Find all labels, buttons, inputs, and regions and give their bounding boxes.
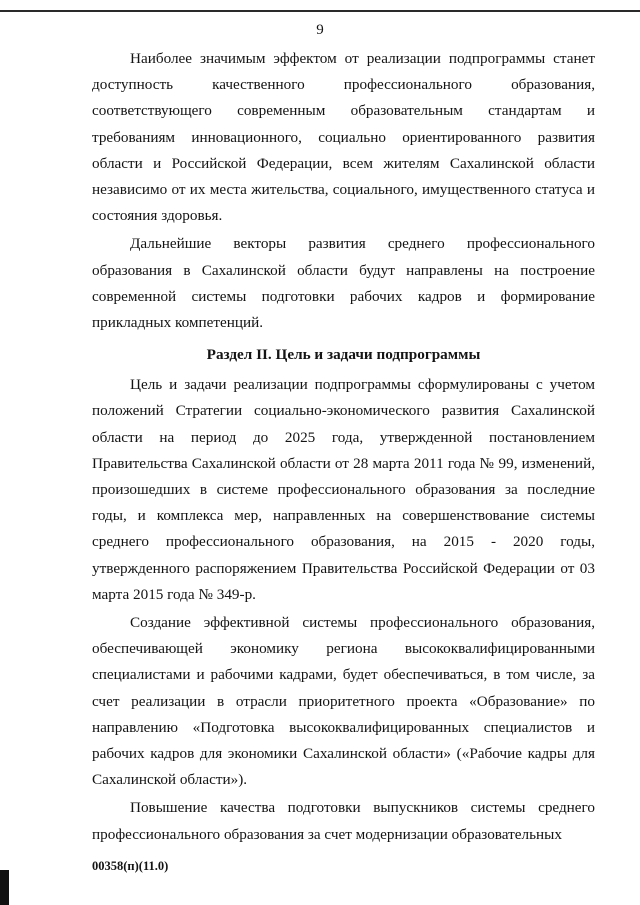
paragraph-quality: Повышение качества подготовки выпускников системы среднего профессионального образования за счет модернизации образовательных [92,799,595,843]
section-heading: Раздел II. Цель и задачи подпрограммы [206,346,481,364]
scan-margin-mark [0,870,9,905]
paragraph-system-creation: Создание эффективной системы профессионального образования, обеспечивающей экономику региона высококвалифицированными специалистами и рабочими кадрами, будет обеспечиваться, в том числе, за счет реализации в отрасли приоритетного проекта «Образование» по направлению «Подготовка высококвалифицированных специалистов и рабочих кадров для экономики Сахалинской области» («Рабочие кадры для Сахалинской области»). [92,614,595,789]
paragraph-effect: Наиболее значимым эффектом от реализации подпрограммы станет доступность качественного профессионального образования, соответствующего современным образовательным стандартам и требованиям инновационного, социально ориентированного развития области и Российской Федерации, всем жителям Сахалинской области независимо от их места жительства, социального, имущественного статуса и состояния здоровья. [92,50,595,225]
paragraph-goals: Цель и задачи реализации подпрограммы сформулированы с учетом положений Стратегии социально-экономического развития Сахалинской области на период до 2025 года, утвержденной постановлением Правительства Сахалинской области от 28 марта 2011 года № 99, изменений, произошедших в системе профессионального образования за последние годы, и комплекса мер, направленных на совершенствование системы среднего профессионального образования, на 2015 - 2020 годы, утвержденного распоряжением Правительства Российской Федерации от 03 марта 2015 года № 349-р. [92,376,595,603]
document-body [92,46,595,848]
page-number: 9 [316,22,324,38]
paragraph-vectors: Дальнейшие векторы развития среднего профессионального образования в Сахалинской области будут направлены на построение современной системы подготовки рабочих кадров и формирование прикладных компетенций. [92,235,595,332]
top-rule [0,10,640,12]
document-code: 00358(п)(11.0) [92,859,169,873]
